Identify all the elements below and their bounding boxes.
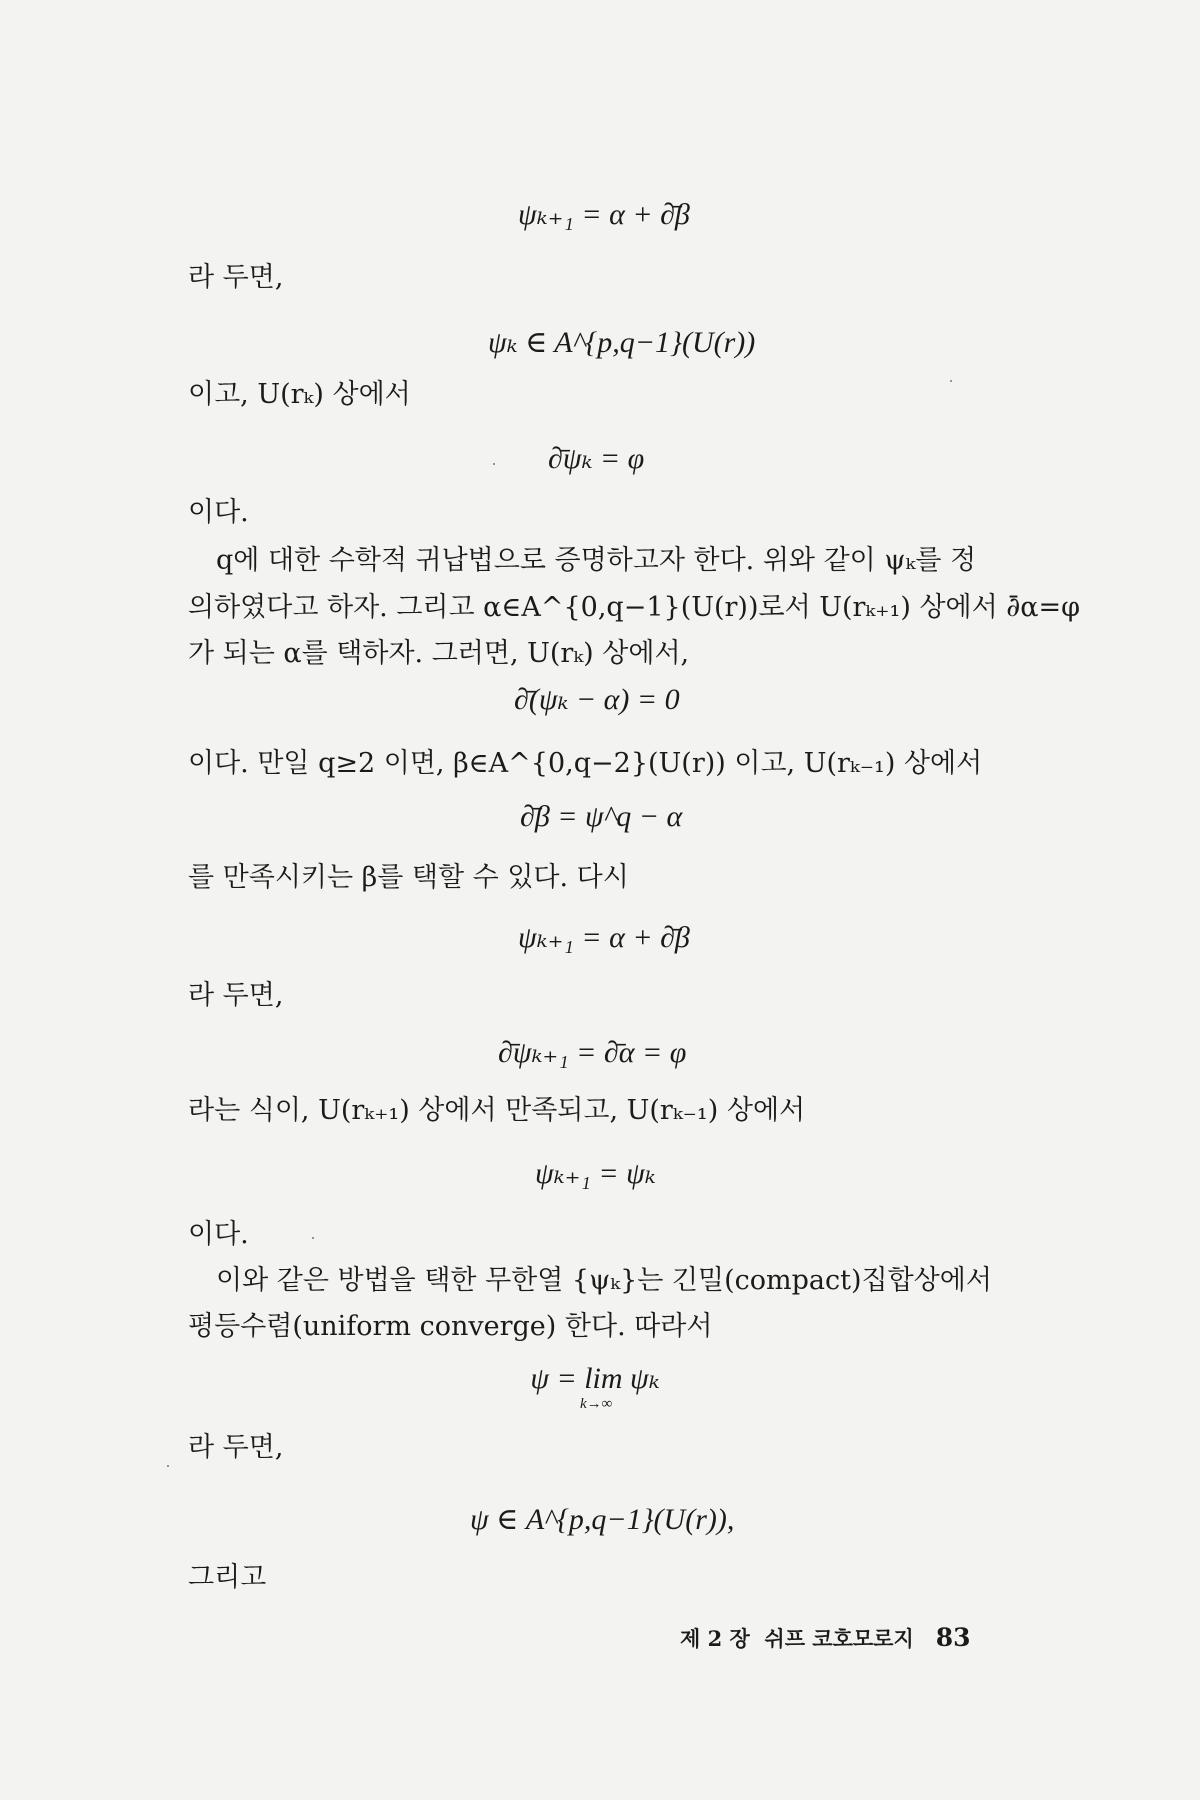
speck <box>167 1465 169 1467</box>
speck <box>493 463 495 465</box>
equation-dbar-difference: ∂̄(ψₖ − α) = 0 <box>514 683 680 716</box>
paragraph-line: q에 대한 수학적 귀납법으로 증명하고자 한다. 위와 같이 ψₖ를 정 <box>216 545 977 576</box>
equation-psi-equality: ψₖ₊₁ = ψₖ <box>535 1157 656 1190</box>
paragraph-line: 가 되는 α를 택하자. 그러면, U(rₖ) 상에서, <box>188 638 690 669</box>
equation-psi-k-plus-1: ψₖ₊₁ = α + ∂̄β <box>518 198 690 231</box>
text-line: 이다. 만일 q≥2 이면, β∈A^{0,q−2}(U(r)) 이고, U(rₖ₋₁) 상에서 <box>188 748 983 779</box>
equation-dbar-psi-k: ∂̄ψₖ = φ <box>548 442 645 475</box>
equation-psi-k-membership: ψₖ ∈ A^{p,q−1}(U(r)) <box>488 326 756 359</box>
text-line: 라 두면, <box>188 262 284 293</box>
text-line: 이고, U(rₖ) 상에서 <box>188 379 411 410</box>
paragraph-line: 평등수렴(uniform converge) 한다. 따라서 <box>188 1311 713 1342</box>
text-line: 라 두면, <box>188 1432 284 1463</box>
text-line: 라는 식이, U(rₖ₊₁) 상에서 만족되고, U(rₖ₋₁) 상에서 <box>188 1095 806 1126</box>
text-line: 이다. <box>188 497 249 528</box>
equation-dbar-psi-k-plus-1: ∂̄ψₖ₊₁ = ∂̄α = φ <box>498 1036 687 1069</box>
text-line: 그리고 <box>188 1562 267 1593</box>
chapter-title: 제 2 장 쉬프 코호모로지 <box>680 1626 914 1651</box>
equation-dbar-beta: ∂̄β = ψ^q − α <box>520 800 683 833</box>
running-footer <box>680 1624 970 1653</box>
paragraph-line: 이와 같은 방법을 택한 무한열 {ψₖ}는 긴밀(compact)집합상에서 <box>216 1265 992 1296</box>
equation-psi-membership: ψ ∈ A^{p,q−1}(U(r)), <box>470 1503 735 1536</box>
text-line: 라 두면, <box>188 980 284 1011</box>
page-number: 83 <box>935 1623 971 1652</box>
text-line: 이다. <box>188 1219 249 1250</box>
equation-psi-k-plus-1: ψₖ₊₁ = α + ∂̄β <box>518 921 690 954</box>
paragraph-line: 의하였다고 하자. 그리고 α∈A^{0,q−1}(U(r))로서 U(rₖ₊₁) 상에서 ∂̄α=φ <box>188 592 1081 623</box>
speck <box>312 1237 314 1239</box>
equation-limit: ψ = lim ψₖ <box>530 1362 660 1395</box>
speck <box>950 380 952 382</box>
limit-subscript: k→∞ <box>580 1396 613 1412</box>
text-line: 를 만족시키는 β를 택할 수 있다. 다시 <box>188 862 629 893</box>
